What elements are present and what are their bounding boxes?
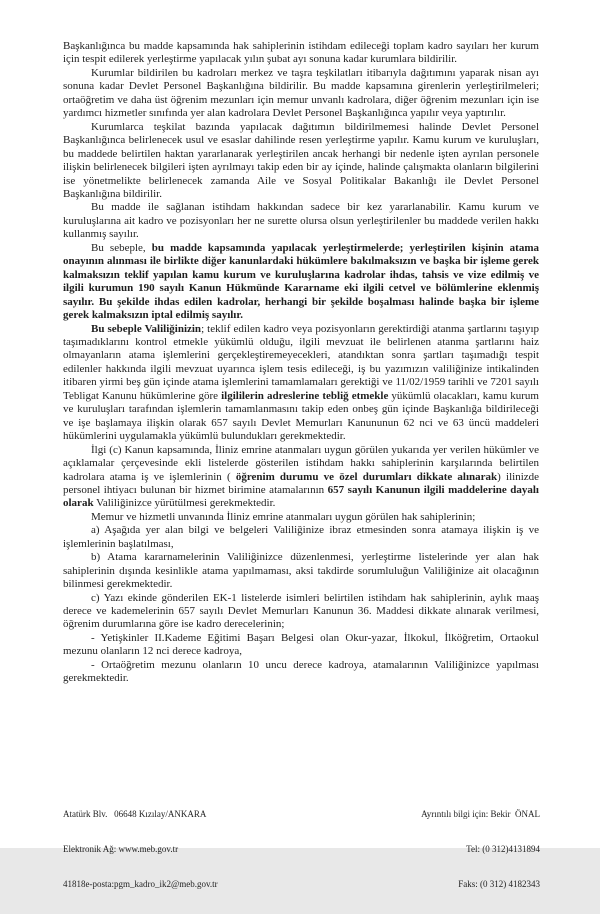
text-run: İlgi (c) Kanun kapsamında, İliniz emrine atanmaları uygun görülen yukarıda yer verilen hükümler ve açıklamalar çerçevesinde ekli listelerde gösterilen istihdam hakkı sahiplerinin karşılarında belirtilen kadrolara atama iş ve işlemlerinin ( — [63, 443, 539, 483]
text-run: Kurumlarca teşkilat bazında yapılacak dağıtımın bildirilmemesi halinde Devlet Personel Başkanlığınca belirlenecek usul ve esaslar dahilinde resen yerleştirme yapılır. Kamu kurum ve kuruluşları, bu maddede belirtilen haktan yararlanarak yerleştirilen ancak herhangi bir nedenle işten ayrılan personele ilişkin belirlenecek bilgileri işten ayrılmayı takip eden bir ay içinde, halinde çalışmakta olanların bilgilerini ise yönetmelikte belirlenecek zamanda Aile ve Sosyal Politikalar Bakanlığı ile Devlet Personel Başkanlığına bildirilir. — [63, 120, 539, 200]
footer-website-line: Elektronik Ağ: www.meb.gov.tr — [63, 843, 179, 854]
paragraph-1 — [63, 40, 539, 67]
paragraph-8 — [63, 511, 539, 524]
text-run: Bu madde ile sağlanan istihdam hakkından sadece bir kez yararlanabilir. Kamu kurum ve kuruluşlarına ait kadro ve pozisyonları her ne surette olursa olsun yerleştirilenler bu maddede verilen hakkı kullanmış sayılır. — [63, 201, 539, 241]
footer-fax-line: Faks: (0 312) 4182343 — [458, 878, 540, 889]
text-run: öğrenim durumu ve özel durumları dikkate alınarak — [235, 470, 498, 483]
text-run: b) Atama kararnamelerinin Valiliğinizce düzenlenmesi, yerleştirme listelerinde yer alan hak sahiplerinin dışında kesinlikle atama yapılmaması, aksi takdirde sorumluluğun Valiliğinize ait olacağının bilinmesi gerekmektedir. — [63, 551, 539, 591]
paragraph-9 — [63, 524, 539, 551]
text-run: ; teklif edilen kadro veya pozisyonların gerektirdiği atanma şartlarını taşıyıp taşımadıklarını kontrol etmekle yükümlü olduğu, ilgili mevzuat ile belirlenen atanma şartlarını haiz olmayanların atama işlemlerini gerçekleştiremeyecekleri, atandıktan sonra şartları taşımadığı tespit edilenler hakkında ilgili mevzuat uyarınca işlem tesis edileceği, iş bu yazımızın valiliğinize intikalinden itibaren yirmi beş gün içinde atama işlemlerini tamamlamaları gerektiği ve 11/02/1959 tarihli ve 7201 sayılı Tebligat Kanunu hükümlerine göre — [63, 322, 539, 402]
text-run: Memur ve hizmetli unvanında İliniz emrine atanmaları uygun görülen hak sahiplerinin; — [91, 510, 476, 523]
paragraph-10 — [63, 551, 539, 591]
footer-contact-person-line: Ayrıntılı bilgi için: Bekir ÖNAL — [421, 809, 540, 820]
text-run: c) Yazı ekinde gönderilen EK-1 listelerde isimleri belirtilen istihdam hak sahiplerinin, aylık maaş derece ve kademelerinin 657 sayılı Devlet Memurları Kanunun 36. Maddesi dikkate alınarak verilmesi, öğrenim durumlarına göre ise kadro derecelerinin; — [63, 591, 539, 631]
text-run: a) Aşağıda yer alan bilgi ve belgeleri Valiliğinize ibraz etmesinden sonra atamaya ilişkin iş ve işlemlerinin başlatılması, — [63, 524, 539, 550]
text-run: Bu sebeple, — [91, 241, 152, 254]
paragraph-4 — [63, 201, 539, 241]
text-run: Kurumlar bildirilen bu kadroları merkez ve taşra teşkilatları itibarıyla dağıtımını yaparak nisan ayı sonuna kadar Devlet Personel Başkanlığına bildirilir. Bu madde kapsamına girenlerin yerleştirilmeleri; ortaöğretim ve daha üst öğrenim mezunları için memur unvanlı kadrolara, diğer öğrenim mezunları için ise yardımcı hizmetler sınıfında yer alan kadrolara Devlet Personel Başkanlığınca yapılır veya yaptırılır. — [63, 66, 539, 120]
footer-address-line: Atatürk Blv. 06648 Kızılay/ANKARA — [63, 809, 207, 820]
text-run: - Ortaöğretim mezunu olanların 10 uncu derece kadroya, atamalarının Valiliğinizce yapılması gerekmektedir. — [63, 658, 539, 685]
paragraph-12 — [63, 632, 539, 659]
text-run: bu madde kapsamında yapılacak yerleştirmelerde; yerleştirilen kişinin atama onayının alınması ile birlikte diğer kanunlardaki hükümlere bakılmaksızın ve başka bir işleme gerek kalmaksızın teklif yapılan kamu kurum ve kuruluşlarına kadrolar ihdas, tahsis ve vize edilmiş ve ilgili kurumun 190 sayılı Kanun Hükmünde Kararname eki ilgili cetvel ve bölümlerine eklenmiş sayılır. Bu şekilde ihdas edilen kadrolar, herhangi bir şekilde boşalması halinde başka bir işleme gerek kalmaksızın iptal edilmiş sayılır. — [63, 241, 539, 322]
footer-contact-block — [421, 786, 540, 914]
footer-phone-line: Tel: (0 312)4131894 — [466, 843, 540, 854]
text-run: yükümlü olacakları, kamu kurum ve kuruluşları tarafından işlemlerin tamamlanmasını takip eden onbeş gün içinde Başkanlığa bildirileceği ve işe başlamaya ilişkin olarak 657 sayılı Devlet Memurları Kanununun 62 nci ve 63 üncü maddeleri hükümlerini uygulamakla yükümlü bulundukları gerekmektedir. — [63, 389, 539, 443]
text-run: Bu sebeple Valiliğinizin — [91, 322, 202, 335]
document-body — [63, 40, 539, 686]
text-run: Valiliğinizce yürütülmesi gerekmektedir. — [93, 497, 276, 510]
text-run: 657 sayılı Kanunun ilgili maddelerine dayalı olarak — [63, 483, 539, 510]
footer — [63, 786, 540, 914]
footer-address-block — [63, 786, 218, 914]
paragraph-13 — [63, 659, 539, 686]
text-run: ilgililerin adreslerine tebliğ etmekle — [221, 389, 389, 402]
footer-email-line: 41818e-posta:pgm_kadro_ik2@meb.gov.tr — [63, 878, 218, 889]
paragraph-6 — [63, 323, 539, 444]
paragraph-5 — [63, 242, 539, 323]
paragraph-2 — [63, 67, 539, 121]
text-run: ) ilinizde personel ihtiyacı bulunan bir hizmet birimine atamalarının — [63, 470, 540, 496]
text-run: - Yetişkinler II.Kademe Eğitimi Başarı Belgesi olan Okur-yazar, İlkokul, İlköğretim, Ortaokul mezunu olanların 12 nci derece kadroya, — [63, 631, 539, 658]
text-run: Başkanlığınca bu madde kapsamında hak sahiplerinin istihdam edileceği toplam kadro sayıları her kurum için tespit edilerek yerleştirme yapılacak yılın şubat ayı sonuna kadar kurumlara bildirilir. — [63, 40, 539, 66]
paragraph-3 — [63, 121, 539, 202]
paragraph-7 — [63, 444, 539, 511]
paragraph-11 — [63, 592, 539, 632]
